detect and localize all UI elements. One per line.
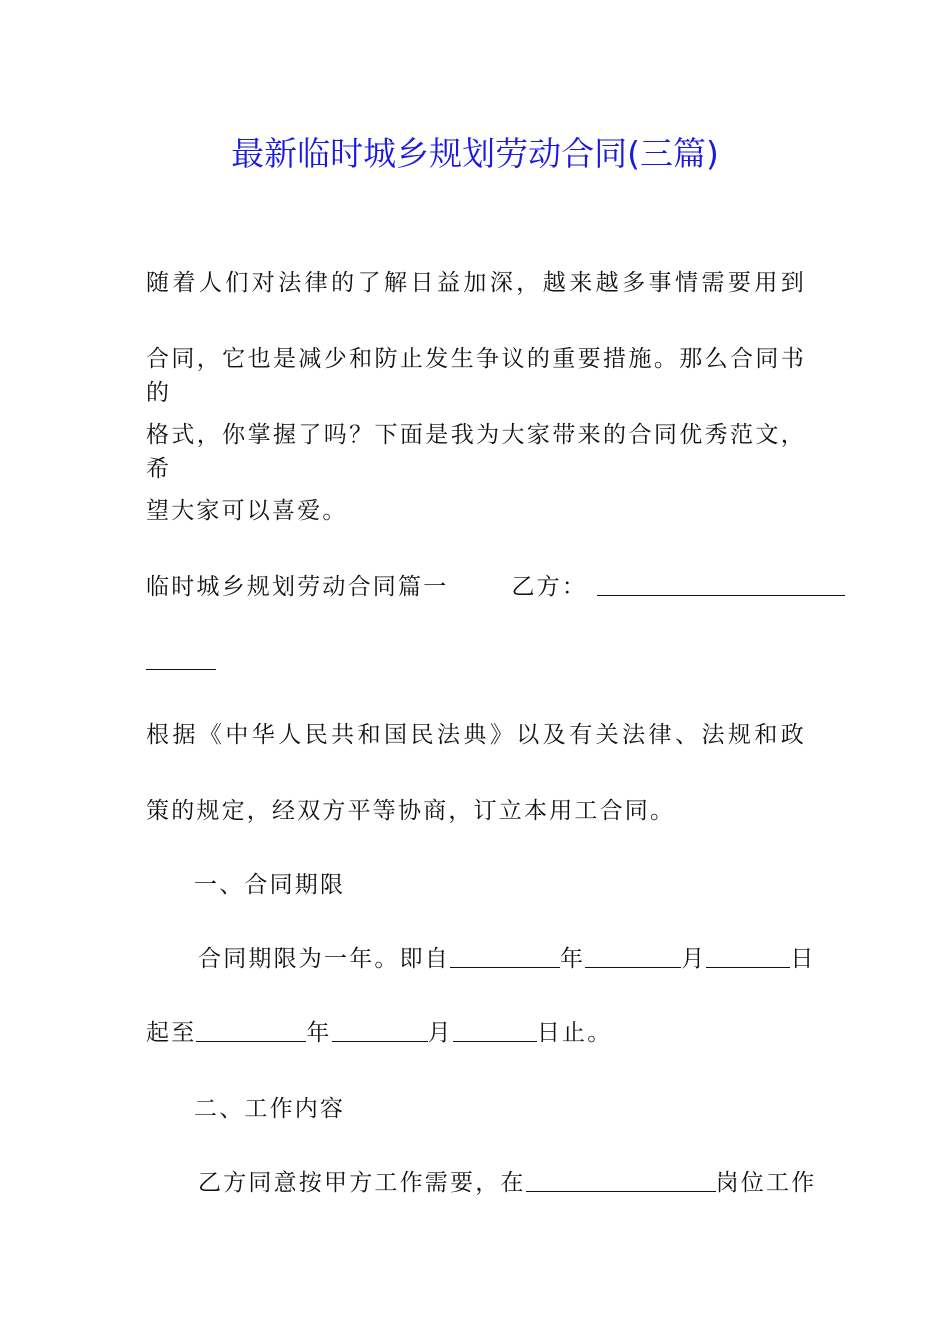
clause-2-heading: 二、工作内容	[194, 1096, 346, 1122]
section-heading-row	[146, 570, 806, 604]
end-year-blank	[196, 1021, 306, 1042]
clause-2-text-a: 乙方同意按甲方工作需要，在	[198, 1170, 526, 1196]
clause-2-text-b: 岗位工作	[715, 1170, 817, 1196]
intro-line-1: 随着人们对法律的了解日益加深，越来越多事情需要用到	[146, 270, 806, 296]
intro-line-3: 格式，你掌握了吗？下面是我为大家带来的合同优秀范文，希	[146, 422, 806, 482]
clause-1-line-1	[198, 942, 816, 976]
party-b-blank	[597, 575, 845, 596]
intro-line-2: 合同，它也是减少和防止发生争议的重要措施。那么合同书的	[146, 346, 806, 406]
start-year-blank	[450, 947, 560, 968]
end-year-unit: 年	[306, 1020, 332, 1046]
clause-1-line-2	[146, 1016, 806, 1050]
term-to-label: 起至	[146, 1020, 197, 1046]
start-day-blank	[706, 947, 790, 968]
clause-1-heading: 一、合同期限	[194, 872, 346, 898]
party-b-blank-continued	[146, 644, 806, 678]
end-month-unit: 月	[427, 1020, 453, 1046]
basis-line-1: 根据《中华人民共和国民法典》以及有关法律、法规和政	[146, 722, 806, 748]
end-day-blank	[453, 1021, 537, 1042]
section-heading: 临时城乡规划劳动合同篇一	[146, 574, 449, 600]
party-b-blank-end	[146, 649, 216, 670]
intro-line-4: 望大家可以喜爱。	[146, 498, 348, 524]
start-year-unit: 年	[560, 946, 586, 972]
position-blank	[526, 1171, 716, 1192]
end-month-blank	[332, 1021, 428, 1042]
start-month-blank	[585, 947, 681, 968]
start-day-unit: 日	[790, 946, 816, 972]
term-from-label: 合同期限为一年。即自	[198, 946, 450, 972]
start-month-unit: 月	[681, 946, 707, 972]
basis-line-2: 策的规定，经双方平等协商，订立本用工合同。	[146, 798, 676, 824]
party-b-label: 乙方：	[511, 574, 588, 600]
end-day-unit: 日止。	[536, 1020, 613, 1046]
document-title: 最新临时城乡规划劳动合同(三篇)	[231, 134, 719, 173]
clause-2-line-1	[198, 1166, 817, 1200]
